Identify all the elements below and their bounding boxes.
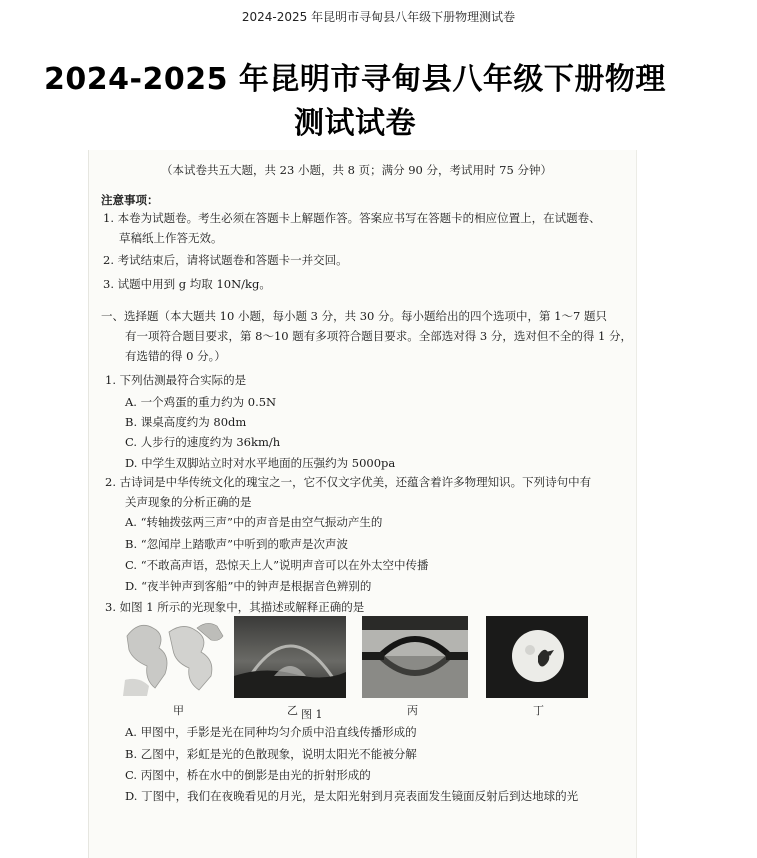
- question-1-option-a: A. 一个鸡蛋的重力约为 0.5N: [125, 395, 277, 409]
- question-2-option-b: B. “忽闻岸上踏歌声”中听到的歌声是次声波: [125, 537, 349, 551]
- figure-label-jia: 甲: [173, 704, 184, 717]
- question-1-option-b: B. 课桌高度约为 80dm: [125, 415, 247, 429]
- figure-label-yi: 乙: [287, 704, 298, 717]
- section1-line-3: 有选错的得 0 分。）: [125, 349, 226, 363]
- question-2-stem: 2. 古诗词是中华传统文化的瑰宝之一，它不仅文字优美，还蕴含着许多物理知识。下列诗句中有: [105, 475, 592, 489]
- figure-photo-jia-hand-shadow: [119, 616, 227, 698]
- question-1-stem: 1. 下列估测最符合实际的是: [105, 373, 247, 387]
- question-2-option-d: D. “夜半钟声到客船”中的钟声是根据音色辨别的: [125, 579, 372, 593]
- page-title: [30, 58, 680, 146]
- question-2-stem-cont: 关声现象的分析正确的是: [125, 495, 252, 509]
- note-item-2: 2. 考试结束后，请将试题卷和答题卡一并交回。: [103, 253, 348, 267]
- notes-heading: 注意事项：: [101, 193, 159, 207]
- note-item-1: 1. 本卷为试题卷。考生必须在答题卡上解题作答。答案应书写在答题卡的相应位置上，在试题卷、: [103, 211, 601, 225]
- note-item-3: 3. 试题中用到 g 均取 10N/kg。: [103, 277, 271, 291]
- figure-label-ding: 丁: [533, 704, 544, 717]
- figure-photo-bing-bridge-reflection: [362, 616, 468, 698]
- question-3-option-b: B. 乙图中，彩虹是光的色散现象，说明太阳光不能被分解: [125, 747, 417, 761]
- figure-label-bing: 丙: [407, 704, 418, 717]
- question-3-option-d: D. 丁图中，我们在夜晚看见的月光，是太阳光射到月亮表面发生镜面反射后到达地球的光: [125, 789, 579, 803]
- question-2-option-a: A. “转轴拨弦两三声”中的声音是由空气振动产生的: [125, 515, 383, 529]
- figure-photo-yi-rainbow: [234, 616, 346, 698]
- question-3-option-c: C. 丙图中，桥在水中的倒影是由光的折射形成的: [125, 768, 371, 782]
- note-item-1-cont: 草稿纸上作答无效。: [119, 231, 223, 245]
- scanned-exam-page: [88, 150, 637, 858]
- question-1-option-c: C. 人步行的速度约为 36km/h: [125, 435, 281, 449]
- title-line-1: 2024-2025 年昆明市寻甸县八年级下册物理: [44, 62, 666, 97]
- question-3-option-a: A. 甲图中，手影是光在同种均匀介质中沿直线传播形成的: [125, 725, 417, 739]
- figure-caption: 图 1: [301, 708, 323, 721]
- figure-photo-ding-moon: [486, 616, 588, 698]
- title-line-2: 测试试卷: [294, 106, 416, 141]
- question-1-option-d: D. 中学生双脚站立时对水平地面的压强约为 5000pa: [125, 456, 396, 470]
- question-3-stem: 3. 如图 1 所示的光现象中，其描述或解释正确的是: [105, 600, 365, 614]
- section1-line-2: 有一项符合题目要求，第 8～10 题有多项符合题目要求。全部选对得 3 分，选对但不全的得 1 分，: [125, 329, 633, 343]
- question-2-option-c: C. “不敢高声语，恐惊天上人”说明声音可以在外太空中传播: [125, 558, 429, 572]
- exam-info: （本试卷共五大题，共 23 小题，共 8 页；满分 90 分，考试用时 75 分钟）: [161, 163, 552, 177]
- section1-line-1: 一、选择题（本大题共 10 小题，每小题 3 分，共 30 分。每小题给出的四个选项中，第 1～7 题只: [101, 309, 607, 323]
- running-header: 2024-2025 年昆明市寻甸县八年级下册物理测试卷: [241, 10, 516, 24]
